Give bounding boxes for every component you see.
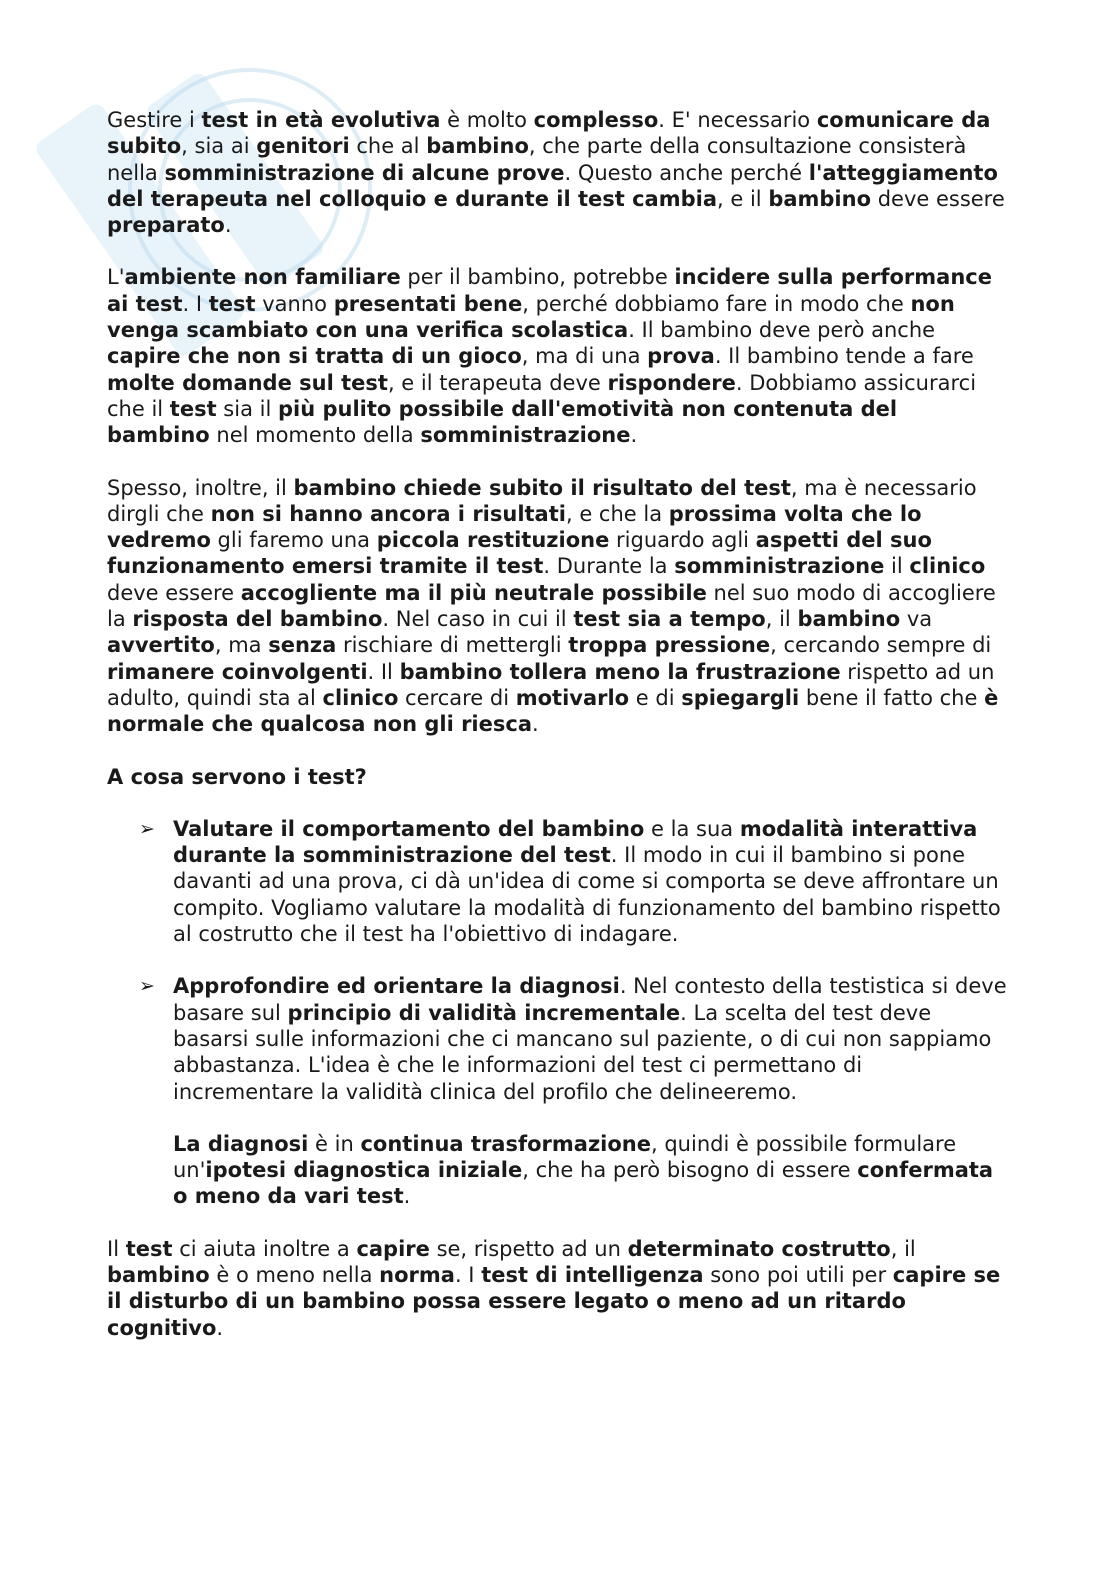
bold-text: rispondere: [607, 370, 736, 395]
bold-text: più pulito possibile dall'emotività non contenuta del bambino: [107, 396, 898, 448]
bold-text: avvertito: [107, 633, 215, 658]
bullet-sub-paragraph: La diagnosi è in continua trasformazione, quindi è possibile formulare un'ipotesi diagnostica iniziale, che ha però bisogno di essere confermata o meno da vari test.: [173, 1131, 994, 1209]
bold-text: piccola restituzione: [376, 528, 610, 553]
bold-text: capire se il disturbo di un bambino possa essere legato o meno ad un ritardo cognitivo: [107, 1262, 1001, 1340]
bold-text: è normale che qualcosa non gli riesca: [107, 685, 999, 737]
bold-text: test: [208, 291, 256, 316]
paragraph-1: Gestire i test in età evolutiva è molto complesso. E' necessario comunicare da subito, sia ai genitori che al bambino, che parte della consultazione consisterà nella somministrazione di alcune prove. Questo anche perché l'atteggiamento del terapeuta nel colloquio e durante il test cambia, e il bambino deve essere preparato.: [107, 108, 1005, 238]
bold-text: l'atteggiamento del terapeuta nel colloquio e durante il test cambia: [107, 160, 998, 211]
bold-text: ambiente non familiare: [124, 265, 401, 290]
bold-text: bambino tollera meno la frustrazione: [399, 659, 841, 684]
bold-text: La diagnosi: [173, 1131, 309, 1156]
bold-text: test di intelligenza: [481, 1262, 704, 1287]
bold-text: somministrazione: [674, 554, 885, 579]
bold-text: somministrazione: [420, 423, 631, 448]
bold-text: clinico: [322, 685, 399, 710]
bold-text: non si hanno ancora i risultati: [210, 501, 566, 526]
bold-text: senza: [268, 633, 337, 658]
bold-text: preparato: [107, 213, 225, 238]
bold-text: test in età evolutiva: [201, 108, 441, 132]
bold-text: test: [169, 396, 217, 421]
bold-text: continua trasformazione: [360, 1131, 651, 1156]
bold-text: spiegargli: [681, 685, 800, 710]
bold-text: capire: [356, 1236, 430, 1261]
bold-text: norma: [379, 1262, 455, 1287]
bold-text: ipotesi diagnostica iniziale: [205, 1158, 523, 1183]
bullet-text: Valutare il comportamento del bambino e la sua modalità interattiva durante la somministrazione del test. Il modo in cui il bambino si pone davanti ad una prova, ci dà un'idea di come si comporta se deve affrontare un compito. Vogliamo valutare la modalità di funzionamento del bambino rispetto al costrutto che il test ha l'obiettivo di indagare.: [173, 816, 1001, 947]
bold-text: Approfondire ed orientare la diagnosi: [173, 974, 620, 999]
bold-text: somministrazione di alcune prove: [164, 160, 565, 185]
bold-text: bambino chiede subito il risultato del test: [293, 475, 791, 500]
bold-text: accogliente ma il più neutrale possibile: [240, 580, 707, 605]
bullet-text: Approfondire ed orientare la diagnosi. Nel contesto della testistica si deve basare sul principio di validità incrementale. La scelta del test deve basarsi sulle informazioni che ci mancano sul paziente, o di cui non sappiamo abbastanza. L'idea è che le informazioni del test ci permettano di incrementare la validità clinica del profilo che delineeremo.: [173, 974, 1007, 1104]
bold-text: principio di validità incrementale: [287, 1000, 681, 1025]
bold-text: troppa pressione: [568, 633, 771, 658]
bold-text: confermata o meno da vari test: [173, 1158, 994, 1209]
bold-text: bambino: [107, 1262, 210, 1287]
bold-text: motivarlo: [515, 685, 630, 710]
document-body: [107, 107, 1007, 1367]
arrow-bullet-icon: ➢: [139, 975, 155, 998]
bold-text: prossima volta che lo vedremo: [107, 501, 922, 553]
bullet-list: [107, 816, 1007, 1105]
bold-text: bambino: [426, 134, 529, 159]
paragraph-2: L'ambiente non familiare per il bambino, potrebbe incidere sulla performance ai test. I test vanno presentati bene, perché dobbiamo fare in modo che non venga scambiato con una verifica scolastica. Il bambino deve però anche capire che non si tratta di un gioco, ma di una prova. Il bambino tende a fare molte domande sul test, e il terapeuta deve rispondere. Dobbiamo assicurarci che il test sia il più pulito possibile dall'emotività non contenuta del bambino nel momento della somministrazione.: [107, 265, 992, 448]
bold-text: molte domande sul test: [107, 370, 388, 395]
bold-text: comunicare da subito: [107, 108, 991, 159]
bold-text: genitori: [256, 134, 350, 159]
bullet-item: [107, 816, 1007, 947]
bold-text: determinato costrutto: [627, 1236, 891, 1261]
section-heading: A cosa servono i test?: [107, 764, 367, 789]
bold-text: modalità interattiva durante la somministrazione del test: [173, 816, 978, 868]
bold-text: clinico: [909, 554, 986, 579]
bold-text: Valutare il comportamento del bambino: [173, 816, 645, 841]
bold-text: test sia a tempo: [573, 607, 766, 632]
bold-text: prova: [647, 344, 715, 369]
bold-text: incidere sulla performance ai test: [107, 265, 992, 316]
bullet-item: [107, 973, 1007, 1104]
arrow-bullet-icon: ➢: [139, 817, 155, 840]
bold-text: bambino: [768, 186, 872, 211]
bold-text: test: [125, 1236, 173, 1261]
paragraph-4: Il test ci aiuta inoltre a capire se, rispetto ad un determinato costrutto, il bambino è o meno nella norma. I test di intelligenza sono poi utili per capire se il disturbo di un bambino possa essere legato o meno ad un ritardo cognitivo.: [107, 1236, 1001, 1340]
bold-text: bambino: [797, 607, 901, 632]
bold-text: presentati bene: [333, 291, 523, 316]
bold-text: complesso: [533, 108, 659, 132]
bold-text: aspetti del suo funzionamento emersi tramite il test: [107, 528, 932, 579]
bold-text: non venga scambiato con una verifica scolastica: [107, 291, 955, 343]
bold-text: capire che non si tratta di un gioco: [107, 344, 522, 369]
bold-text: risposta del bambino: [132, 607, 383, 632]
bold-text: rimanere coinvolgenti: [107, 659, 368, 684]
paragraph-3: Spesso, inoltre, il bambino chiede subito il risultato del test, ma è necessario dirgli che non si hanno ancora i risultati, e che la prossima volta che lo vedremo gli faremo una piccola restituzione riguardo agli aspetti del suo funzionamento emersi tramite il test. Durante la somministrazione il clinico deve essere accogliente ma il più neutrale possibile nel suo modo di accogliere la risposta del bambino. Nel caso in cui il test sia a tempo, il bambino va avvertito, ma senza rischiare di mettergli troppa pressione, cercando sempre di rimanere coinvolgenti. Il bambino tollera meno la frustrazione rispetto ad un adulto, quindi sta al clinico cercare di motivarlo e di spiegargli bene il fatto che è normale che qualcosa non gli riesca.: [107, 475, 999, 737]
